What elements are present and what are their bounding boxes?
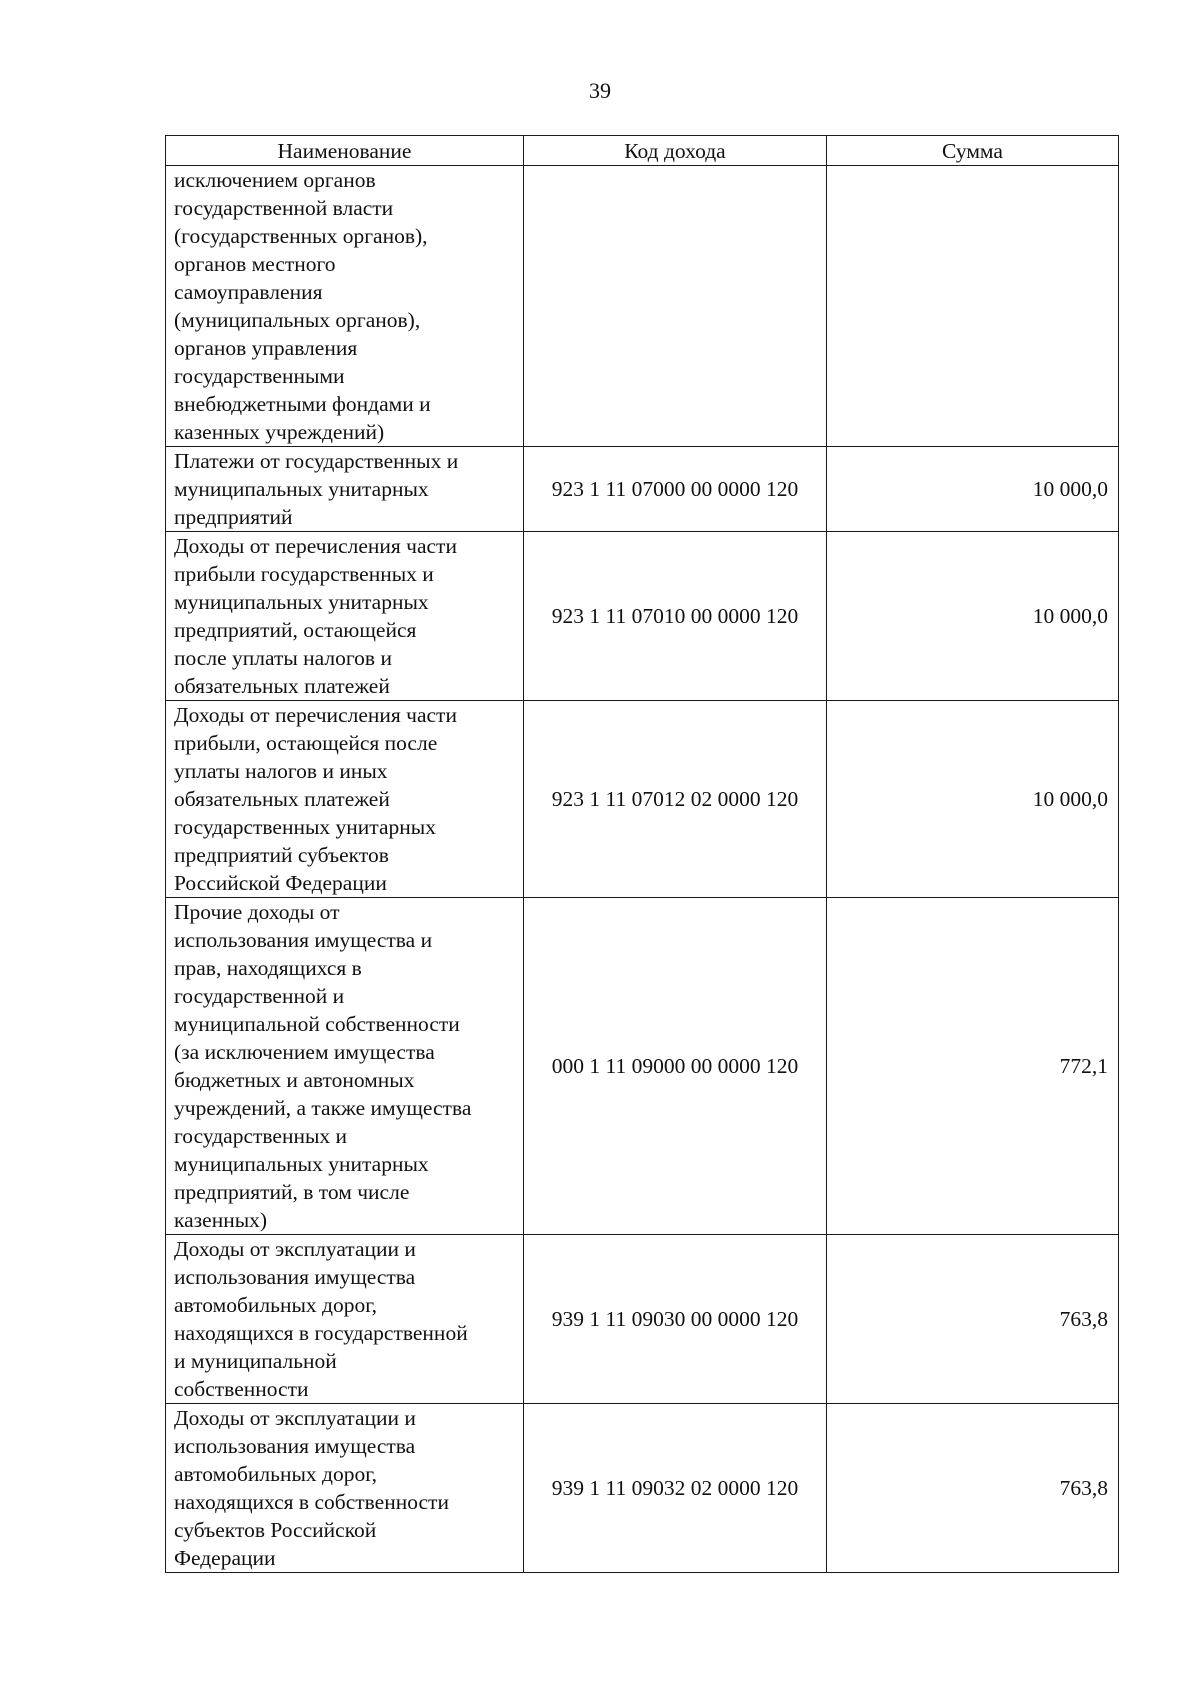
- row-name-line: бюджетных и автономных: [174, 1068, 415, 1092]
- row-sum-cell: 763,8: [827, 1235, 1119, 1404]
- row-name-line: муниципальных унитарных: [174, 477, 429, 501]
- row-name-line: автомобильных дорог,: [174, 1462, 377, 1486]
- row-name-line: исключением органов: [174, 168, 376, 192]
- header-code: Код дохода: [524, 136, 827, 166]
- revenue-table: [165, 135, 1119, 1573]
- row-name-line: обязательных платежей: [174, 787, 390, 811]
- row-code-cell: 000 1 11 09000 00 0000 120: [524, 898, 827, 1235]
- table-row: [166, 701, 1119, 898]
- row-name-line: органов управления: [174, 336, 358, 360]
- row-name-line: Федерации: [174, 1546, 276, 1570]
- row-name-cell: [166, 701, 524, 898]
- row-name-line: прибыли, остающейся после: [174, 731, 438, 755]
- row-name-cell: [166, 447, 524, 532]
- row-sum-cell: 10 000,0: [827, 532, 1119, 701]
- row-name-line: внебюджетными фондами и: [174, 392, 431, 416]
- row-sum-cell: 772,1: [827, 898, 1119, 1235]
- row-name-line: обязательных платежей: [174, 674, 390, 698]
- row-name-line: казенных учреждений): [174, 420, 385, 444]
- row-name-line: автомобильных дорог,: [174, 1293, 377, 1317]
- row-name-line: государственной и: [174, 984, 345, 1008]
- row-name-line: находящихся в государственной: [174, 1321, 468, 1345]
- table-header-row: [166, 136, 1119, 166]
- row-sum-cell: 10 000,0: [827, 447, 1119, 532]
- row-name-line: государственных унитарных: [174, 815, 436, 839]
- row-name-line: уплаты налогов и иных: [174, 759, 388, 783]
- row-name-line: использования имущества: [174, 1434, 416, 1458]
- table-row: [166, 1235, 1119, 1404]
- row-name-line: Платежи от государственных и: [174, 449, 459, 473]
- row-name-line: предприятий субъектов: [174, 843, 389, 867]
- row-name-line: Доходы от перечисления части: [174, 534, 457, 558]
- table-row: [166, 1404, 1119, 1573]
- row-name-line: государственных и: [174, 1124, 348, 1148]
- row-name-line: предприятий: [174, 505, 293, 529]
- row-name-cell: [166, 166, 524, 447]
- row-name-line: Доходы от перечисления части: [174, 703, 457, 727]
- row-name-line: предприятий, в том числе: [174, 1180, 410, 1204]
- table-row: [166, 166, 1119, 447]
- row-name-line: органов местного: [174, 252, 336, 276]
- row-name-line: муниципальных унитарных: [174, 1152, 429, 1176]
- row-code-cell: [524, 166, 827, 447]
- row-name-line: находящихся в собственности: [174, 1490, 449, 1514]
- row-name-line: прав, находящихся в: [174, 956, 362, 980]
- row-code-cell: 939 1 11 09032 02 0000 120: [524, 1404, 827, 1573]
- row-sum-cell: 10 000,0: [827, 701, 1119, 898]
- row-name-line: после уплаты налогов и: [174, 646, 392, 670]
- row-name-line: (государственных органов),: [174, 224, 428, 248]
- row-name-line: Прочие доходы от: [174, 900, 340, 924]
- row-name-line: использования имущества: [174, 1265, 416, 1289]
- row-name-cell: [166, 1235, 524, 1404]
- row-code-cell: 923 1 11 07010 00 0000 120: [524, 532, 827, 701]
- row-name-line: Доходы от эксплуатации и: [174, 1237, 416, 1261]
- table-row: [166, 532, 1119, 701]
- row-name-line: муниципальных унитарных: [174, 590, 429, 614]
- row-name-line: муниципальной собственности: [174, 1012, 460, 1036]
- row-name-line: государственной власти: [174, 196, 394, 220]
- row-name-line: самоуправления: [174, 280, 323, 304]
- table-row: [166, 898, 1119, 1235]
- row-name-cell: [166, 1404, 524, 1573]
- row-name-line: Доходы от эксплуатации и: [174, 1406, 416, 1430]
- row-code-cell: 923 1 11 07000 00 0000 120: [524, 447, 827, 532]
- row-name-line: Российской Федерации: [174, 871, 387, 895]
- table-row: [166, 447, 1119, 532]
- row-code-cell: 939 1 11 09030 00 0000 120: [524, 1235, 827, 1404]
- row-name-cell: [166, 898, 524, 1235]
- row-name-line: государственными: [174, 364, 345, 388]
- row-name-line: учреждений, а также имущества: [174, 1096, 472, 1120]
- row-name-line: прибыли государственных и: [174, 562, 434, 586]
- row-name-line: (за исключением имущества: [174, 1040, 435, 1064]
- header-name: Наименование: [166, 136, 524, 166]
- row-name-line: субъектов Российской: [174, 1518, 377, 1542]
- row-sum-cell: [827, 166, 1119, 447]
- row-name-line: собственности: [174, 1377, 309, 1401]
- row-name-line: использования имущества и: [174, 928, 433, 952]
- page-number: 39: [589, 78, 611, 103]
- row-name-line: предприятий, остающейся: [174, 618, 417, 642]
- table-body: [166, 166, 1119, 1573]
- row-name-line: казенных): [174, 1208, 268, 1232]
- row-sum-cell: 763,8: [827, 1404, 1119, 1573]
- row-name-line: и муниципальной: [174, 1349, 337, 1373]
- row-name-cell: [166, 532, 524, 701]
- row-name-line: (муниципальных органов),: [174, 308, 421, 332]
- header-sum: Сумма: [827, 136, 1119, 166]
- row-code-cell: 923 1 11 07012 02 0000 120: [524, 701, 827, 898]
